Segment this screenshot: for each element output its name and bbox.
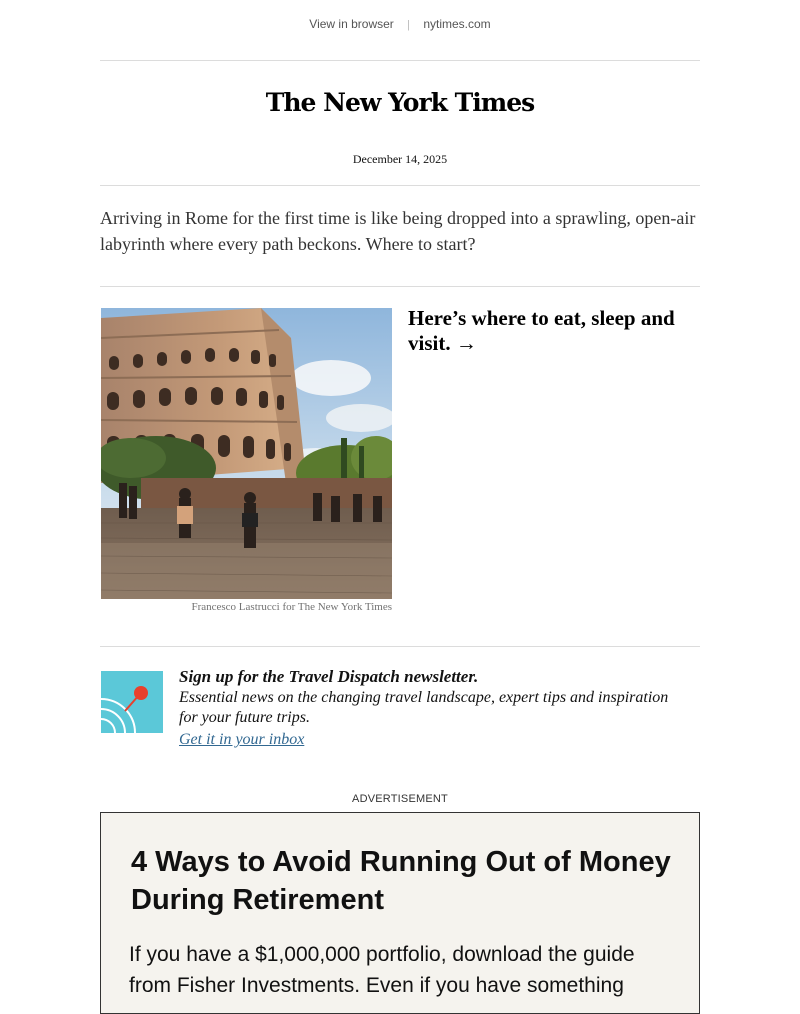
newsletter-signup-link[interactable]: Get it in your inbox [179,731,305,748]
colosseum-photo[interactable] [101,308,392,599]
feature-headline [408,306,698,356]
nyt-logo[interactable] [0,88,800,117]
photo-credit: Francesco Lastrucci for The New York Times [191,601,392,613]
ad-title: 4 Ways to Avoid Running Out of Money During Retirement [131,846,671,916]
link-separator: | [407,19,410,31]
travel-dispatch-icon [101,671,163,733]
feature-headline-link[interactable]: Here’s where to eat, sleep and visit. → [408,306,675,355]
divider [100,185,700,186]
newsletter-description: Essential news on the changing travel landscape, expert tips and inspiration for your future trips. [179,689,669,726]
preheader-links [0,17,800,31]
advertisement-label: ADVERTISEMENT [352,793,448,805]
intro-paragraph: Arriving in Rome for the first time is like being dropped into a sprawling, open-air labyrinth where every path beckons. Where to start? [100,208,696,254]
view-in-browser-link[interactable]: View in browser [309,17,394,31]
divider [100,646,700,647]
newsletter-title: Sign up for the Travel Dispatch newsletter. [179,667,479,686]
divider [100,60,700,61]
ad-body: If you have a $1,000,000 portfolio, download the guide from Fisher Investments. Even if you have something [129,943,635,997]
nytimes-link[interactable]: nytimes.com [423,17,491,31]
newsletter-promo [179,666,679,751]
newsletter-date: December 14, 2025 [352,152,448,166]
divider [100,286,700,287]
logo-text: The New York Times [265,88,535,117]
advertisement-banner[interactable] [100,812,700,1014]
